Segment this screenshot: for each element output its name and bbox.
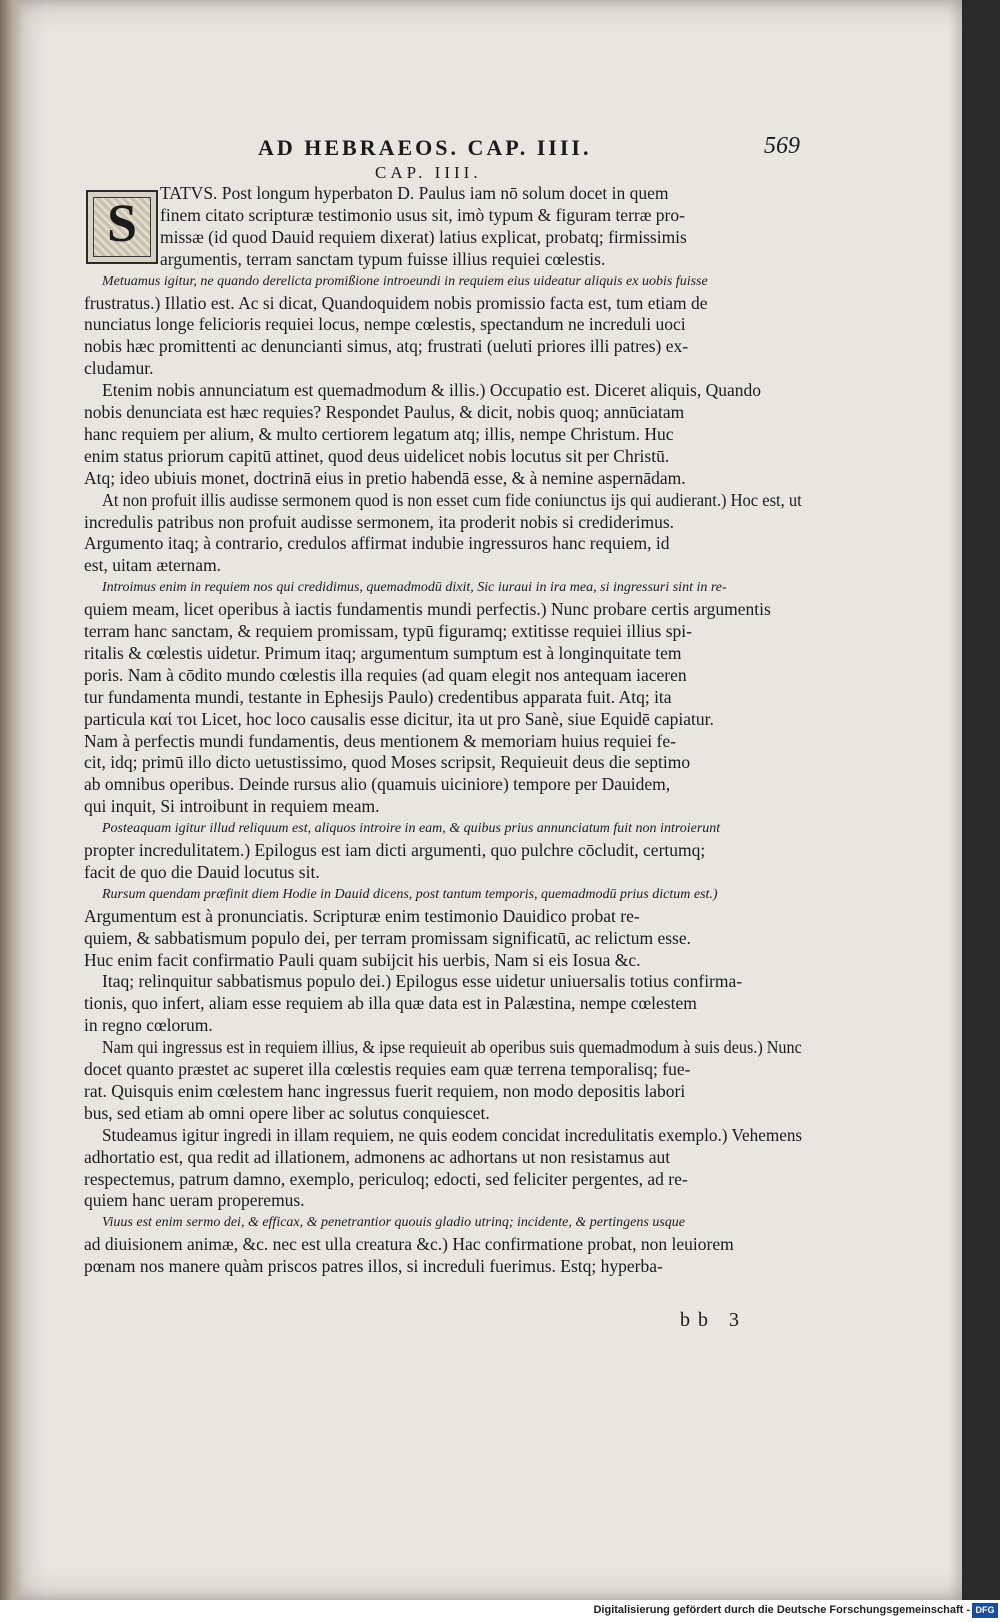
- text-line: pœnam nos manere quàm priscos patres illos, si increduli fuerimus. Estq; hyperba-: [84, 1256, 663, 1277]
- text-line: Posteaquam igitur illud reliquum est, aliquos introire in eam, & quibus prius annunciatum fuit non introierunt: [102, 821, 721, 837]
- text-line: ritalis & cœlestis uidetur. Primum itaq; argumentum sumptum est à longinquitate tem: [84, 642, 682, 663]
- page-number: 569: [764, 133, 800, 159]
- text-line: argumentis, terram sanctam typum fuisse illius requiei cœlestis.: [160, 248, 606, 269]
- text-line: nunciatus longe felicioris requiei locus, nempe cœlestis, spectandum ne increduli uoci: [84, 314, 686, 335]
- page-gutter-shadow: [0, 0, 22, 1600]
- text-line: quiem, & sabbatismum populo dei, per terram promissam significatū, ac relictum esse.: [84, 927, 692, 948]
- text-line: frustratus.) Illatio est. Ac si dicat, Quandoquidem nobis promissio facta est, tum etiam de: [84, 292, 708, 313]
- funding-credit: Digitalisierung gefördert durch die Deutsche Forschungsgemeinschaft -: [593, 1604, 970, 1616]
- text-line: Argumento itaq; à contrario, credulos affirmat indubie ingressuros hanc requiem, id: [84, 533, 670, 554]
- text-line: est, uitam æternam.: [84, 555, 222, 576]
- text-line: facit de quo die Dauid locutus sit.: [84, 861, 320, 882]
- text-line: nobis denunciata est hæc requies? Respondet Paulus, & dicit, nobis quoq; annūciatam: [84, 402, 685, 422]
- text-line: tionis, quo infert, aliam esse requiem ab illa quæ data est in Palæstina, nempe cœlestem: [84, 993, 697, 1014]
- chapter-heading: CAP. IIII.: [375, 163, 482, 182]
- text-line: bus, sed etiam ab omni opere liber ac solutus conquiescet.: [84, 1102, 490, 1123]
- text-line: Studeamus igitur ingredi in illam requiem, ne quis eodem concidat incredulitatis exemplo.) Vehemens: [102, 1124, 803, 1145]
- text-line: incredulis patribus non profuit audisse sermonem, ita proderit nobis si crediderimus.: [84, 511, 675, 532]
- text-line: ad diuisionem animæ, &c. nec est ulla creatura &c.) Hac confirmatione probat, non leuiorem: [84, 1234, 734, 1255]
- text-line: propter incredulitatem.) Epilogus est iam dicti argumenti, quo pulchre cōcludit, certumq;: [84, 840, 706, 860]
- text-line: rat. Quisquis enim cœlestem hanc ingressus fuerit requiem, non modo depositis labori: [84, 1080, 686, 1101]
- dfg-logo: DFG: [972, 1603, 998, 1618]
- text-line: Nam qui ingressus est in requiem illius, & ipse requieuit ab operibus suis quemadmodum à suis deus.) Nunc: [102, 1037, 802, 1058]
- text-line: Introimus enim in requiem nos qui credidimus, quemadmodū dixit, Sic iuraui in ira mea, si ingressuri sint in re-: [102, 580, 727, 596]
- text-line: nobis hæc promittenti ac denuncianti simus, atq; frustrati (ueluti priores illi patres) ex-: [84, 336, 689, 357]
- text-line: finem citato scripturæ testimonio usus sit, imò typum & figuram terræ pro-: [160, 204, 685, 225]
- text-line: quiem meam, licet operibus à iactis fundamentis mundi perfectis.) Nunc probare certis argumentis: [84, 599, 771, 620]
- text-line: cludamur.: [84, 358, 154, 379]
- initial-letter: S: [106, 193, 138, 253]
- text-line: Atq; ideo ubiuis monet, doctrinā eius in pretio habendā esse, & à nemine aspernādam.: [84, 467, 686, 488]
- text-line: qui inquit, Si introibunt in requiem meam.: [84, 796, 380, 817]
- text-line: Viuus est enim sermo dei, & efficax, & penetrantior quouis gladio utrinq; incidente, & pertingens usque: [102, 1215, 685, 1231]
- text-line: quiem hanc ueram properemus.: [84, 1190, 305, 1211]
- text-line: Rursum quendam præfinit diem Hodie in Dauid dicens, post tantum temporis, quemadmodū prius dictum est.): [102, 886, 718, 902]
- text-line: ab omnibus operibus. Deinde rursus alio (quamuis uiciniore) tempore per Dauidem,: [84, 774, 671, 795]
- text-line: respectemus, patrum damno, exemplo, periculoq; edocti, sed feliciter pergentes, ad re-: [84, 1168, 688, 1189]
- text-line: Nam à perfectis mundi fundamentis, deus mentionem & memoriam huius requiei fe-: [84, 730, 676, 751]
- text-line: Itaq; relinquitur sabbatismus populo dei.) Epilogus esse uidetur uniuersalis totius confirma-: [102, 971, 743, 992]
- text-line: Etenim nobis annunciatum est quemadmodum & illis.) Occupatio est. Diceret aliquis, Quando: [102, 380, 762, 401]
- text-line: poris. Nam à cōdito mundo cœlestis illa requies (ad quam elegit nos antequam iaceren: [84, 664, 687, 685]
- footer-bar: [0, 1600, 1000, 1622]
- text-line: Huc enim facit confirmatio Pauli quam subijcit his uerbis, Nam si eis Iosua &c.: [84, 949, 641, 970]
- text-line: TATVS. Post longum hyperbaton D. Paulus iam nō solum docet in quem: [160, 183, 669, 203]
- text-line: docet quanto præstet ac superet illa cœlestis requies eam quæ terrena temporalisq; fue-: [84, 1059, 691, 1079]
- text-line: particula καί τοι Licet, hoc loco causalis esse dicitur, ita ut pro Sanè, siue Equidē capiatur.: [84, 708, 714, 729]
- text-line: Argumentum est à pronunciatis. Scripturæ enim testimonio Dauidico probat re-: [84, 905, 640, 926]
- text-line: adhortatio est, qua redit ad illationem, admonens ac adhortans ut non resistamus aut: [84, 1146, 671, 1167]
- text-line: cit, idq; primū illo dicto uetustissimo, quod Moses scripsit, Requieuit deus die septimo: [84, 752, 691, 773]
- text-line: tur fundamenta mundi, testante in Ephesijs Paulo) credentibus apparata fuit. Atq; ita: [84, 686, 672, 707]
- text-line: Metuamus igitur, ne quando derelicta promißione introeundi in requiem eius uideatur aliquis ex uobis fuisse: [102, 273, 708, 289]
- text-line: At non profuit illis audisse sermonem quod is non esset cum fide coniunctus ijs qui audierant.) Hoc est, ut: [102, 489, 802, 510]
- text-line: missæ (id quod Dauid requiem dixerat) latius explicat, probatq; firmissimis: [160, 226, 687, 247]
- text-line: in regno cœlorum.: [84, 1015, 213, 1036]
- catchword: bb 3: [680, 1309, 747, 1331]
- text-line: hanc requiem per alium, & multo certiorem legatum atq; illis, nempe Christum. Huc: [84, 423, 674, 444]
- text-line: enim status priorum capitū attinet, quod deus uidelicet nobis locutus sit per Christū.: [84, 445, 670, 466]
- decorated-initial: [86, 190, 158, 264]
- running-head: AD HEBRAEOS. CAP. IIII.: [258, 135, 592, 160]
- text-line: terram hanc sanctam, & requiem promissam, typū figuramq; extitisse requiei illius spi-: [84, 621, 692, 641]
